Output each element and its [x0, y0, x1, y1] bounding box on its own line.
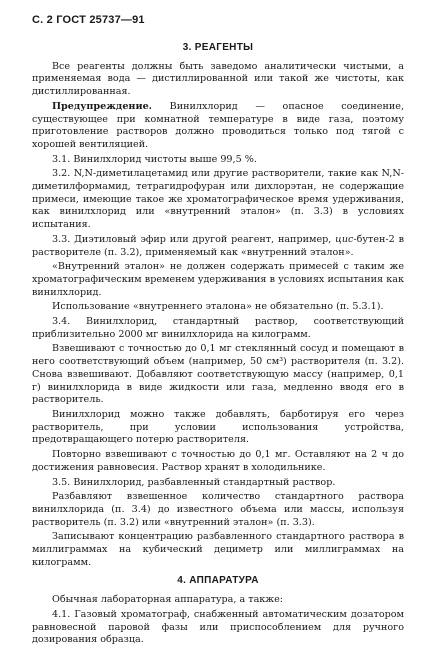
paragraph-warning: [32, 101, 404, 152]
section-title-reagents: 3. РЕАГЕНТЫ: [182, 42, 254, 53]
warning-label: Предупреждение.: [52, 100, 153, 112]
paragraph-lab-equipment: Обычная лабораторная аппаратура, а также:: [52, 594, 284, 606]
paragraph-3-5: 3.5. Винилхлорид, разбавленный стандартный раствор.: [52, 476, 336, 488]
paragraph-3-3-italic: цис: [335, 233, 354, 245]
paragraph-dilute: Разбавляют взвешенное количество стандартного раствора винилхлорида (п. 3.4) до известного объема или массы, используя растворитель (п. 3.2) или «внутренний эталон» (п. 3.3).: [32, 491, 404, 528]
paragraph-3-3: [32, 234, 404, 259]
paragraph-reweigh: Повторно взвешивают с точностью до 0,1 мг. Оставляют на 2 ч до достижения равновесия. Раствор хранят в холодильнике.: [32, 449, 404, 473]
page-header: С. 2 ГОСТ 25737—91: [32, 14, 145, 26]
paragraph-3-1: 3.1. Винилхлорид чистоты выше 99,5 %.: [52, 153, 257, 165]
paragraph-record: Записывают концентрацию разбавленного стандартного раствора в миллиграммах на кубический дециметр или миллиграммах на килограмм.: [32, 531, 404, 568]
paragraph-3-3-part-b: -бутен-2 в растворителе (п. 3.2), применяемый как «внутренний эталон».: [32, 233, 404, 258]
warning-text: Винилхлорид — опасное соединение, существующее при комнатной температуре в виде газа, поэтому приготовление растворов должно проводиться только под тягой с хорошей вентиляцией.: [32, 100, 404, 150]
paragraph-weigh: Взвешивают с точностью до 0,1 мг стеклянный сосуд и помещают в него соответствующий объем (например, 50 см³) растворителя (п. 3.2). Снова взвешивают. Добавляют соответствующую массу (например, 0,1 г) винилхлорида в виде жидкости или газа, медленно вводя его в растворитель.: [32, 343, 404, 406]
paragraph-intro: Все реагенты должны быть заведомо аналитически чистыми, а применяемая вода — дистиллированной или такой же чистоты, как дистиллированная.: [32, 60, 404, 98]
paragraph-3-3-part-a: 3.3. Диэтиловый эфир или другой реагент, например,: [52, 233, 336, 245]
paragraph-internal-standard: «Внутренний эталон» не должен содержать примесей с таким же хроматографическим временем удерживания в условиях испытания как винилхлорид.: [32, 261, 404, 298]
paragraph-3-2: 3.2. N,N-диметилацетамид или другие растворители, такие как N,N-диметилформамид, тетрагидрофуран или дихлорэтан, не содержащие примеси, имеющие такое же хроматографическое время удерживания, как винилхлорид или «внутренний эталон» (п. 3.3) в условиях испытания.: [32, 168, 404, 231]
paragraph-optional: Использование «внутреннего эталона» не обязательно (п. 5.3.1).: [52, 301, 384, 313]
paragraph-bubble: Винилхлорид можно также добавлять, барботируя его через растворитель, при условии использования устройства, предотвращающего потерю растворителя.: [32, 408, 404, 446]
paragraph-3-4: 3.4. Винилхлорид, стандартный раствор, соответствующий приблизительно 2000 мг винилхлорида на килограмм.: [32, 316, 404, 340]
page-content: [32, 36, 404, 649]
paragraph-4-1: 4.1. Газовый хроматограф, снабженный автоматическим дозатором равновесной паровой фазы или приспособлением для ручного дозирования образца.: [32, 608, 404, 646]
section-title-apparatus: 4. АППАРАТУРА: [177, 575, 259, 587]
